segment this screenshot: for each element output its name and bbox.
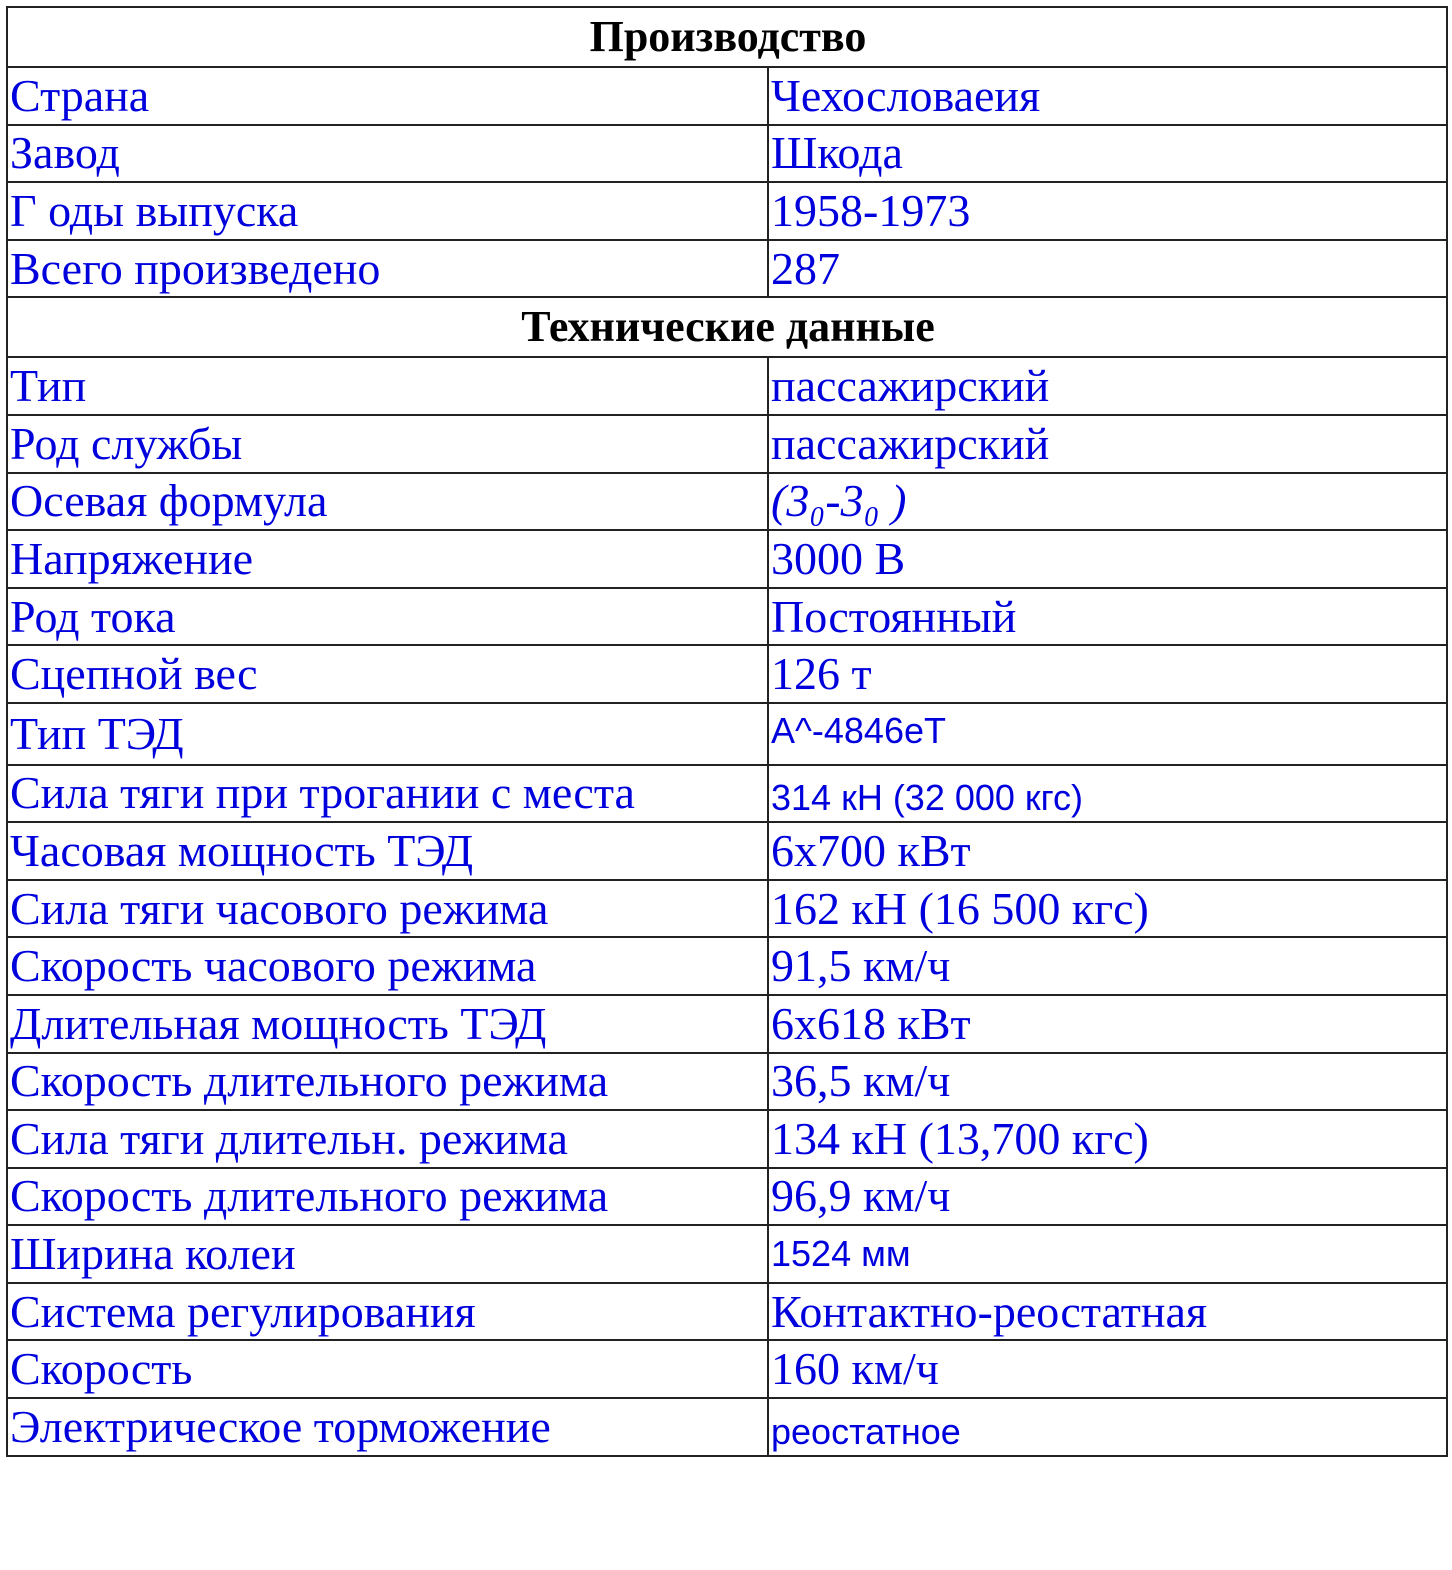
row-label: Страна: [7, 67, 768, 125]
table-row: [7, 530, 1447, 588]
row-value: 3000 В: [768, 530, 1447, 588]
row-label: Род тока: [7, 588, 768, 646]
section-title-production: Производство: [7, 7, 1447, 67]
row-value: 314 кН (32 000 кгс): [768, 765, 1447, 823]
table-row: [7, 588, 1447, 646]
row-value: 287: [768, 240, 1447, 298]
table-row: [7, 1110, 1447, 1168]
row-label: Электрическое торможение: [7, 1398, 768, 1456]
table-row: [7, 937, 1447, 995]
row-value: А^-4846еТ: [768, 703, 1447, 765]
row-label: Ширина колеи: [7, 1225, 768, 1283]
row-value: Постоянный: [768, 588, 1447, 646]
row-value: 91,5 км/ч: [768, 937, 1447, 995]
row-value: 162 кН (16 500 кгс): [768, 880, 1447, 938]
row-value: 1958-1973: [768, 182, 1447, 240]
row-value: 134 кН (13,700 кгс): [768, 1110, 1447, 1168]
row-label: Осевая формула: [7, 473, 768, 531]
row-value: (3₀-3₀ ): [768, 473, 1447, 531]
row-label: Г оды выпуска: [7, 182, 768, 240]
row-value: 6х618 кВт: [768, 995, 1447, 1053]
section-header-row: [7, 297, 1447, 357]
table-row: [7, 703, 1447, 765]
table-row: [7, 473, 1447, 531]
row-label: Сила тяги длительн. режима: [7, 1110, 768, 1168]
row-value: 160 км/ч: [768, 1340, 1447, 1398]
row-value: 36,5 км/ч: [768, 1053, 1447, 1111]
row-label: Сцепной вес: [7, 645, 768, 703]
row-value: пассажирский: [768, 415, 1447, 473]
row-value: 96,9 км/ч: [768, 1168, 1447, 1226]
table-row: [7, 1053, 1447, 1111]
row-label: Длительная мощность ТЭД: [7, 995, 768, 1053]
row-label: Сила тяги при трогании с места: [7, 765, 768, 823]
row-label: Система регулирования: [7, 1283, 768, 1341]
table-row: [7, 822, 1447, 880]
table-row: [7, 995, 1447, 1053]
row-value: Контактно-реостатная: [768, 1283, 1447, 1341]
row-label: Скорость: [7, 1340, 768, 1398]
row-value: Шкода: [768, 125, 1447, 183]
specifications-table: [6, 6, 1448, 1457]
row-label: Всего произведено: [7, 240, 768, 298]
section-title-technical: Технические данные: [7, 297, 1447, 357]
row-value: реостатное: [768, 1398, 1447, 1456]
table-row: [7, 240, 1447, 298]
row-label: Часовая мощность ТЭД: [7, 822, 768, 880]
row-value: 6х700 кВт: [768, 822, 1447, 880]
row-value: 126 т: [768, 645, 1447, 703]
table-row: [7, 1225, 1447, 1283]
row-label: Скорость часового режима: [7, 937, 768, 995]
row-label: Скорость длительного режима: [7, 1053, 768, 1111]
row-label: Тип ТЭД: [7, 703, 768, 765]
table-row: [7, 182, 1447, 240]
table-row: [7, 880, 1447, 938]
table-row: [7, 357, 1447, 415]
table-row: [7, 125, 1447, 183]
table-row: [7, 1168, 1447, 1226]
row-value: Чехословаеия: [768, 67, 1447, 125]
table-row: [7, 67, 1447, 125]
row-label: Завод: [7, 125, 768, 183]
row-value: пассажирский: [768, 357, 1447, 415]
table-row: [7, 645, 1447, 703]
table-row: [7, 1340, 1447, 1398]
row-label: Напряжение: [7, 530, 768, 588]
table-row: [7, 1398, 1447, 1456]
section-header-row: [7, 7, 1447, 67]
row-value: 1524 мм: [768, 1225, 1447, 1283]
row-label: Скорость длительного режима: [7, 1168, 768, 1226]
row-label: Род службы: [7, 415, 768, 473]
table-row: [7, 415, 1447, 473]
row-label: Тип: [7, 357, 768, 415]
table-row: [7, 765, 1447, 823]
row-label: Сила тяги часового режима: [7, 880, 768, 938]
table-row: [7, 1283, 1447, 1341]
